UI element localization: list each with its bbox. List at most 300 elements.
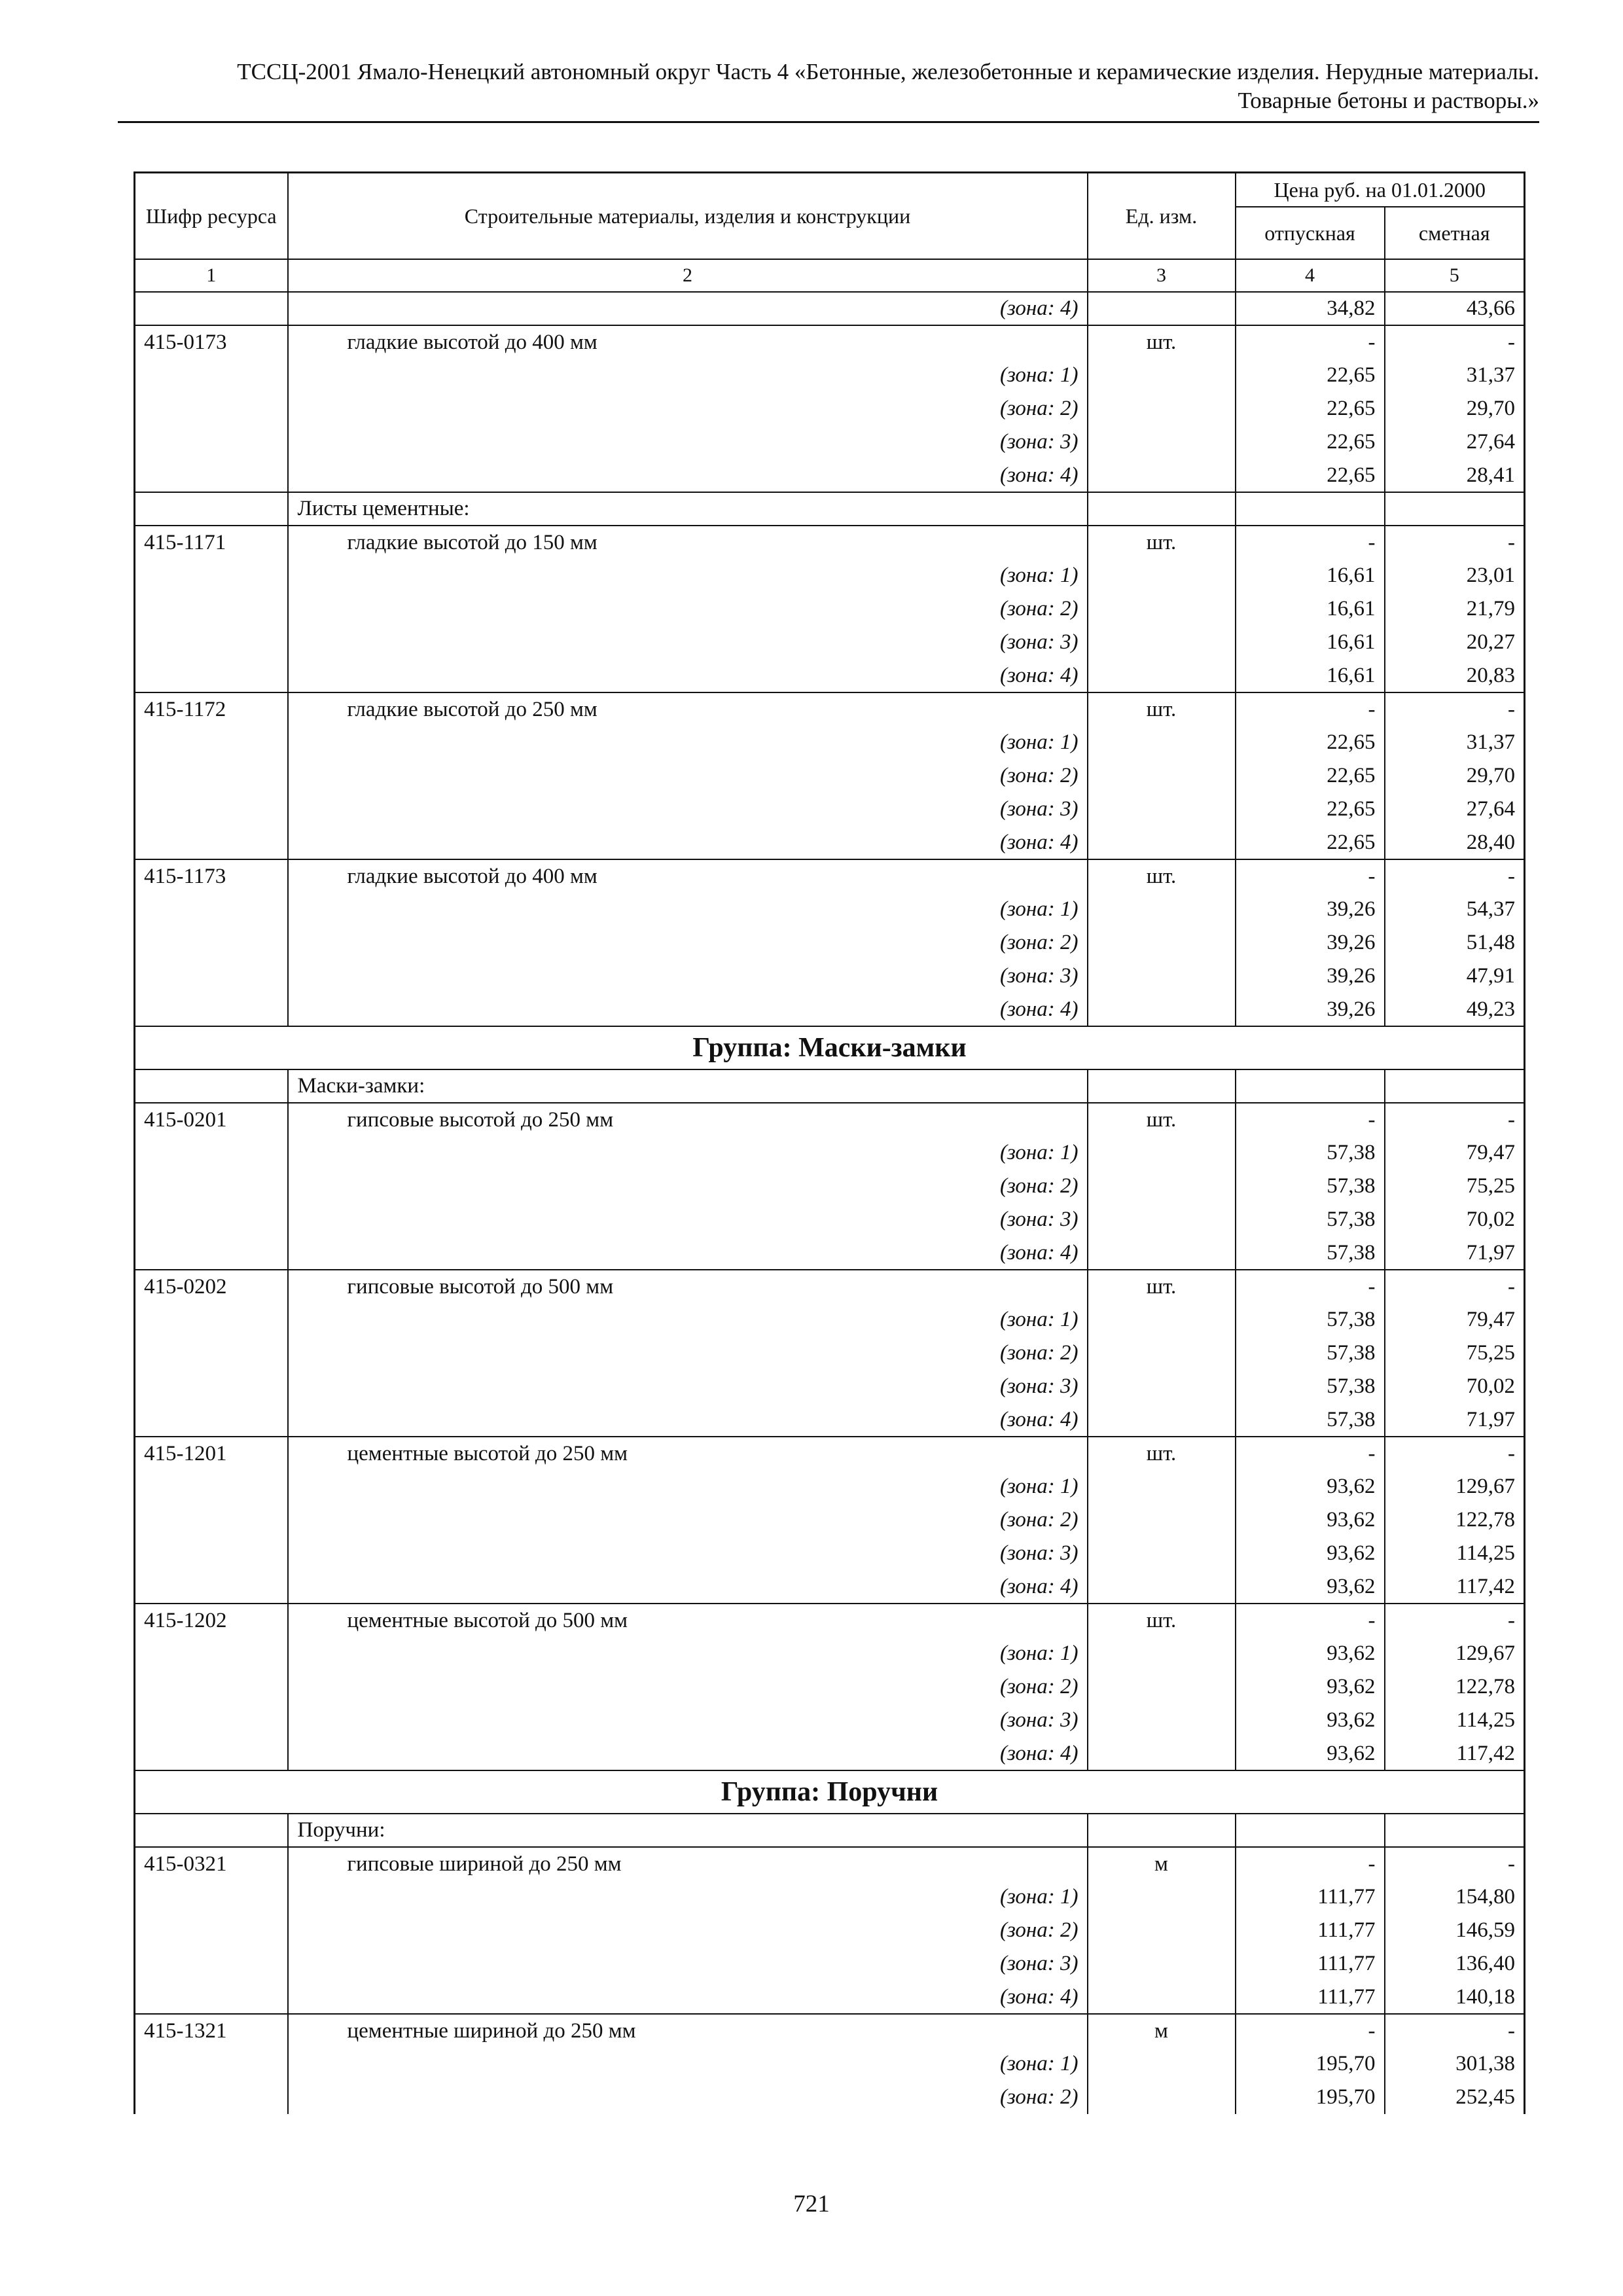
price-estimate-cell: 23,01	[1385, 559, 1525, 592]
resource-code	[135, 893, 288, 926]
zone-row	[135, 1537, 1525, 1570]
zone-row	[135, 359, 1525, 392]
zone-label: (зона: 4)	[288, 659, 1088, 692]
zone-label: (зона: 2)	[288, 1670, 1088, 1704]
zone-label: (зона: 1)	[288, 1303, 1088, 1336]
zone-label: (зона: 3)	[288, 1947, 1088, 1981]
resource-row	[135, 1437, 1525, 1470]
price-estimate-cell: 140,18	[1385, 1981, 1525, 2014]
price-estimate-cell: -	[1385, 692, 1525, 726]
price-estimate-cell: 29,70	[1385, 392, 1525, 425]
price-release-cell: -	[1236, 1270, 1385, 1303]
resource-row	[135, 692, 1525, 726]
zone-label: (зона: 1)	[288, 2047, 1088, 2081]
price-release-cell: -	[1236, 2014, 1385, 2047]
zone-row	[135, 2081, 1525, 2114]
unit-cell: шт.	[1088, 1270, 1236, 1303]
resource-code: 415-0201	[135, 1103, 288, 1136]
resource-code	[135, 1947, 288, 1981]
col-number-2: 2	[288, 259, 1088, 292]
price-release-cell: 16,61	[1236, 559, 1385, 592]
unit-cell	[1088, 1947, 1236, 1981]
resource-code	[135, 1403, 288, 1437]
price-release-cell: 93,62	[1236, 1503, 1385, 1537]
unit-cell	[1088, 926, 1236, 960]
col-header-code: Шифр ресурса	[135, 173, 288, 259]
resource-code	[135, 1170, 288, 1203]
zone-label: (зона: 4)	[288, 1403, 1088, 1437]
price-estimate-cell: 117,42	[1385, 1737, 1525, 1770]
price-release-cell: 111,77	[1236, 1914, 1385, 1947]
resource-name: гладкие высотой до 250 мм	[288, 692, 1088, 726]
subgroup-row	[135, 1814, 1525, 1847]
price-estimate-cell: -	[1385, 1437, 1525, 1470]
zone-row	[135, 1704, 1525, 1737]
zone-row	[135, 626, 1525, 659]
unit-cell	[1088, 492, 1236, 526]
unit-cell	[1088, 1637, 1236, 1670]
unit-cell	[1088, 1203, 1236, 1236]
zone-label: (зона: 3)	[288, 1370, 1088, 1403]
resource-code	[135, 392, 288, 425]
unit-cell	[1088, 1236, 1236, 1270]
resource-code	[135, 1704, 288, 1737]
resource-name: гипсовые высотой до 250 мм	[288, 1103, 1088, 1136]
price-estimate-cell: 129,67	[1385, 1637, 1525, 1670]
resource-code	[135, 2047, 288, 2081]
zone-row	[135, 1136, 1525, 1170]
price-estimate-cell: 146,59	[1385, 1914, 1525, 1947]
resource-name: цементные шириной до 250 мм	[288, 2014, 1088, 2047]
unit-cell	[1088, 1537, 1236, 1570]
zone-row	[135, 759, 1525, 793]
unit-cell	[1088, 960, 1236, 993]
price-release-cell: 93,62	[1236, 1637, 1385, 1670]
col-header-price-release: отпускная	[1236, 207, 1385, 259]
resource-name: гладкие высотой до 150 мм	[288, 526, 1088, 559]
zone-label: (зона: 1)	[288, 893, 1088, 926]
resource-code	[135, 1336, 288, 1370]
zone-label: (зона: 1)	[288, 359, 1088, 392]
zone-label: (зона: 3)	[288, 1537, 1088, 1570]
price-release-cell: 39,26	[1236, 960, 1385, 993]
zone-label: (зона: 2)	[288, 1503, 1088, 1537]
resource-code: 415-1172	[135, 692, 288, 726]
subgroup-label: Маски-замки:	[288, 1069, 1088, 1103]
resource-code: 415-0321	[135, 1847, 288, 1880]
price-release-cell: -	[1236, 1604, 1385, 1637]
price-estimate-cell: 27,64	[1385, 425, 1525, 459]
price-estimate-cell	[1385, 1069, 1525, 1103]
resource-name: гипсовые высотой до 500 мм	[288, 1270, 1088, 1303]
col-header-unit: Ед. изм.	[1088, 173, 1236, 259]
zone-row	[135, 1470, 1525, 1503]
resource-code	[135, 1537, 288, 1570]
price-estimate-cell: 114,25	[1385, 1537, 1525, 1570]
price-release-cell: 111,77	[1236, 1947, 1385, 1981]
unit-cell	[1088, 2047, 1236, 2081]
zone-label: (зона: 3)	[288, 793, 1088, 826]
zone-row	[135, 559, 1525, 592]
price-estimate-cell: -	[1385, 2014, 1525, 2047]
header-line-1: ТССЦ-2001 Ямало-Ненецкий автономный округ Часть 4 «Бетонные, железобетонные и керамические изделия. Нерудные материалы.	[237, 59, 1539, 84]
resource-code	[135, 993, 288, 1026]
resource-code	[135, 1069, 288, 1103]
price-release-cell: 57,38	[1236, 1370, 1385, 1403]
unit-cell	[1088, 559, 1236, 592]
price-release-cell: 22,65	[1236, 759, 1385, 793]
unit-cell	[1088, 993, 1236, 1026]
price-release-cell: 39,26	[1236, 926, 1385, 960]
resource-row	[135, 1103, 1525, 1136]
zone-label: (зона: 4)	[288, 1981, 1088, 2014]
unit-cell	[1088, 1069, 1236, 1103]
price-release-cell	[1236, 1069, 1385, 1103]
price-estimate-cell: 49,23	[1385, 993, 1525, 1026]
price-release-cell: 34,82	[1236, 292, 1385, 325]
header-rule	[118, 121, 1539, 123]
zone-row	[135, 893, 1525, 926]
resource-row	[135, 526, 1525, 559]
unit-cell	[1088, 1136, 1236, 1170]
unit-cell	[1088, 392, 1236, 425]
resource-name: цементные высотой до 250 мм	[288, 1437, 1088, 1470]
resource-code: 415-1201	[135, 1437, 288, 1470]
price-release-cell: -	[1236, 1103, 1385, 1136]
price-release-cell: -	[1236, 692, 1385, 726]
resource-code	[135, 1981, 288, 2014]
price-estimate-cell: 51,48	[1385, 926, 1525, 960]
unit-cell	[1088, 1403, 1236, 1437]
price-estimate-cell: 114,25	[1385, 1704, 1525, 1737]
unit-cell: шт.	[1088, 325, 1236, 359]
header-line-2: Товарные бетоны и растворы.»	[1238, 88, 1539, 113]
price-table	[134, 171, 1525, 2114]
zone-label: (зона: 4)	[288, 1570, 1088, 1604]
price-estimate-cell: -	[1385, 1847, 1525, 1880]
zone-row	[135, 392, 1525, 425]
resource-code	[135, 459, 288, 492]
resource-code	[135, 492, 288, 526]
unit-cell: шт.	[1088, 1437, 1236, 1470]
resource-code	[135, 793, 288, 826]
resource-code	[135, 592, 288, 626]
resource-code: 415-1321	[135, 2014, 288, 2047]
unit-cell	[1088, 292, 1236, 325]
price-release-cell	[1236, 492, 1385, 526]
price-estimate-cell: 129,67	[1385, 1470, 1525, 1503]
price-release-cell: -	[1236, 1437, 1385, 1470]
resource-code	[135, 1570, 288, 1604]
unit-cell	[1088, 1303, 1236, 1336]
zone-row	[135, 1303, 1525, 1336]
zone-row	[135, 793, 1525, 826]
resource-code	[135, 559, 288, 592]
price-estimate-cell: 75,25	[1385, 1170, 1525, 1203]
resource-code	[135, 1303, 288, 1336]
resource-code	[135, 292, 288, 325]
table-body	[135, 292, 1525, 2114]
zone-label: (зона: 4)	[288, 292, 1088, 325]
zone-label: (зона: 1)	[288, 1136, 1088, 1170]
zone-label: (зона: 4)	[288, 826, 1088, 859]
price-release-cell: -	[1236, 325, 1385, 359]
unit-cell	[1088, 1670, 1236, 1704]
resource-code: 415-1171	[135, 526, 288, 559]
price-estimate-cell: 43,66	[1385, 292, 1525, 325]
resource-code	[135, 826, 288, 859]
unit-cell: шт.	[1088, 1604, 1236, 1637]
price-estimate-cell: 20,83	[1385, 659, 1525, 692]
unit-cell	[1088, 1503, 1236, 1537]
price-estimate-cell: 122,78	[1385, 1670, 1525, 1704]
zone-row	[135, 960, 1525, 993]
resource-code: 415-0173	[135, 325, 288, 359]
col-number-1: 1	[135, 259, 288, 292]
resource-code	[135, 1670, 288, 1704]
price-release-cell: -	[1236, 859, 1385, 893]
resource-name: цементные высотой до 500 мм	[288, 1604, 1088, 1637]
zone-label: (зона: 2)	[288, 1170, 1088, 1203]
unit-cell	[1088, 1570, 1236, 1604]
zone-row	[135, 726, 1525, 759]
resource-name: гипсовые шириной до 250 мм	[288, 1847, 1088, 1880]
zone-label: (зона: 3)	[288, 1203, 1088, 1236]
zone-row	[135, 1503, 1525, 1537]
price-release-cell: 93,62	[1236, 1470, 1385, 1503]
resource-code	[135, 1136, 288, 1170]
zone-label: (зона: 4)	[288, 459, 1088, 492]
resource-code	[135, 1637, 288, 1670]
zone-label: (зона: 3)	[288, 626, 1088, 659]
zone-row	[135, 1880, 1525, 1914]
price-estimate-cell: -	[1385, 1604, 1525, 1637]
unit-cell	[1088, 1737, 1236, 1770]
subgroup-label: Поручни:	[288, 1814, 1088, 1847]
zone-row	[135, 292, 1525, 325]
unit-cell	[1088, 1370, 1236, 1403]
subgroup-row	[135, 1069, 1525, 1103]
price-release-cell: 16,61	[1236, 592, 1385, 626]
zone-label: (зона: 3)	[288, 960, 1088, 993]
price-estimate-cell: -	[1385, 526, 1525, 559]
zone-label: (зона: 1)	[288, 1470, 1088, 1503]
price-estimate-cell: 252,45	[1385, 2081, 1525, 2114]
resource-row	[135, 325, 1525, 359]
price-release-cell: 195,70	[1236, 2047, 1385, 2081]
price-release-cell: 57,38	[1236, 1403, 1385, 1437]
price-estimate-cell: -	[1385, 1270, 1525, 1303]
zone-label: (зона: 3)	[288, 1704, 1088, 1737]
zone-row	[135, 826, 1525, 859]
zone-row	[135, 1403, 1525, 1437]
resource-code	[135, 1503, 288, 1537]
price-estimate-cell: 122,78	[1385, 1503, 1525, 1537]
unit-cell	[1088, 1981, 1236, 2014]
price-release-cell: 22,65	[1236, 793, 1385, 826]
zone-label: (зона: 1)	[288, 559, 1088, 592]
price-release-cell: 39,26	[1236, 893, 1385, 926]
zone-label: (зона: 2)	[288, 1336, 1088, 1370]
price-release-cell	[1236, 1814, 1385, 1847]
resource-code	[135, 926, 288, 960]
col-number-3: 3	[1088, 259, 1236, 292]
price-release-cell: 22,65	[1236, 392, 1385, 425]
resource-code	[135, 1370, 288, 1403]
unit-cell	[1088, 893, 1236, 926]
zone-row	[135, 993, 1525, 1026]
resource-row	[135, 1270, 1525, 1303]
zone-label: (зона: 4)	[288, 1737, 1088, 1770]
zone-row	[135, 659, 1525, 692]
zone-label: (зона: 2)	[288, 2081, 1088, 2114]
zone-row	[135, 1336, 1525, 1370]
unit-cell: м	[1088, 1847, 1236, 1880]
price-estimate-cell: 31,37	[1385, 726, 1525, 759]
resource-name: гладкие высотой до 400 мм	[288, 325, 1088, 359]
resource-code	[135, 759, 288, 793]
price-estimate-cell: 79,47	[1385, 1136, 1525, 1170]
resource-row	[135, 859, 1525, 893]
price-release-cell: 93,62	[1236, 1537, 1385, 1570]
resource-code	[135, 359, 288, 392]
price-release-cell: 93,62	[1236, 1570, 1385, 1604]
group-heading: Группа: Маски-замки	[135, 1026, 1525, 1069]
unit-cell	[1088, 425, 1236, 459]
zone-row	[135, 459, 1525, 492]
price-release-cell: 111,77	[1236, 1981, 1385, 2014]
resource-code: 415-1202	[135, 1604, 288, 1637]
zone-label: (зона: 2)	[288, 926, 1088, 960]
price-release-cell: 57,38	[1236, 1236, 1385, 1270]
price-estimate-cell: 79,47	[1385, 1303, 1525, 1336]
price-estimate-cell: 71,97	[1385, 1403, 1525, 1437]
price-estimate-cell: -	[1385, 859, 1525, 893]
zone-row	[135, 2047, 1525, 2081]
zone-label: (зона: 2)	[288, 392, 1088, 425]
price-release-cell: 111,77	[1236, 1880, 1385, 1914]
resource-code	[135, 626, 288, 659]
group-heading-row	[135, 1770, 1525, 1814]
col-header-name: Строительные материалы, изделия и конструкции	[288, 173, 1088, 259]
resource-code: 415-1173	[135, 859, 288, 893]
resource-code	[135, 1236, 288, 1270]
page-number: 721	[793, 2191, 830, 2217]
col-header-price: Цена руб. на 01.01.2000	[1236, 173, 1525, 207]
zone-row	[135, 1914, 1525, 1947]
zone-row	[135, 425, 1525, 459]
resource-code	[135, 1914, 288, 1947]
subgroup-label: Листы цементные:	[288, 492, 1088, 526]
resource-code	[135, 425, 288, 459]
zone-label: (зона: 1)	[288, 1637, 1088, 1670]
unit-cell: шт.	[1088, 1103, 1236, 1136]
resource-code	[135, 1737, 288, 1770]
unit-cell	[1088, 726, 1236, 759]
price-release-cell: 195,70	[1236, 2081, 1385, 2114]
price-release-cell: 57,38	[1236, 1336, 1385, 1370]
price-release-cell: 16,61	[1236, 659, 1385, 692]
unit-cell	[1088, 1704, 1236, 1737]
unit-cell	[1088, 1880, 1236, 1914]
price-estimate-cell: 70,02	[1385, 1370, 1525, 1403]
zone-label: (зона: 1)	[288, 726, 1088, 759]
unit-cell: шт.	[1088, 526, 1236, 559]
zone-label: (зона: 2)	[288, 1914, 1088, 1947]
zone-row	[135, 1637, 1525, 1670]
zone-row	[135, 1203, 1525, 1236]
col-number-5: 5	[1385, 259, 1525, 292]
resource-code	[135, 1880, 288, 1914]
price-release-cell: 57,38	[1236, 1170, 1385, 1203]
price-estimate-cell: 54,37	[1385, 893, 1525, 926]
group-heading: Группа: Поручни	[135, 1770, 1525, 1814]
resource-row	[135, 1847, 1525, 1880]
price-release-cell: 93,62	[1236, 1670, 1385, 1704]
price-release-cell: 39,26	[1236, 993, 1385, 1026]
price-estimate-cell: 301,38	[1385, 2047, 1525, 2081]
unit-cell	[1088, 2081, 1236, 2114]
zone-label: (зона: 1)	[288, 1880, 1088, 1914]
price-estimate-cell: 28,41	[1385, 459, 1525, 492]
zone-row	[135, 1370, 1525, 1403]
price-estimate-cell: 154,80	[1385, 1880, 1525, 1914]
price-release-cell: 57,38	[1236, 1203, 1385, 1236]
resource-code	[135, 2081, 288, 2114]
unit-cell: шт.	[1088, 859, 1236, 893]
unit-cell	[1088, 659, 1236, 692]
resource-code	[135, 659, 288, 692]
resource-code	[135, 960, 288, 993]
price-estimate-cell: -	[1385, 1103, 1525, 1136]
price-release-cell: 22,65	[1236, 726, 1385, 759]
zone-label: (зона: 2)	[288, 592, 1088, 626]
zone-label: (зона: 4)	[288, 993, 1088, 1026]
zone-row	[135, 1947, 1525, 1981]
unit-cell	[1088, 626, 1236, 659]
zone-row	[135, 1981, 1525, 2014]
price-release-cell: -	[1236, 526, 1385, 559]
price-estimate-cell	[1385, 492, 1525, 526]
zone-label: (зона: 2)	[288, 759, 1088, 793]
resource-code	[135, 1814, 288, 1847]
unit-cell	[1088, 1336, 1236, 1370]
price-estimate-cell: 28,40	[1385, 826, 1525, 859]
price-release-cell: 57,38	[1236, 1136, 1385, 1170]
resource-code	[135, 1203, 288, 1236]
price-release-cell: 93,62	[1236, 1737, 1385, 1770]
price-release-cell: 22,65	[1236, 459, 1385, 492]
zone-row	[135, 1170, 1525, 1203]
price-estimate-cell: 27,64	[1385, 793, 1525, 826]
price-release-cell: -	[1236, 1847, 1385, 1880]
unit-cell	[1088, 1814, 1236, 1847]
subgroup-row	[135, 492, 1525, 526]
page-header	[118, 58, 1539, 115]
price-estimate-cell: 75,25	[1385, 1336, 1525, 1370]
price-release-cell: 16,61	[1236, 626, 1385, 659]
unit-cell	[1088, 759, 1236, 793]
unit-cell	[1088, 1170, 1236, 1203]
price-estimate-cell	[1385, 1814, 1525, 1847]
price-estimate-cell: 117,42	[1385, 1570, 1525, 1604]
price-estimate-cell: 71,97	[1385, 1236, 1525, 1270]
col-number-4: 4	[1236, 259, 1385, 292]
unit-cell	[1088, 826, 1236, 859]
group-heading-row	[135, 1026, 1525, 1069]
price-estimate-cell: 70,02	[1385, 1203, 1525, 1236]
unit-cell	[1088, 592, 1236, 626]
